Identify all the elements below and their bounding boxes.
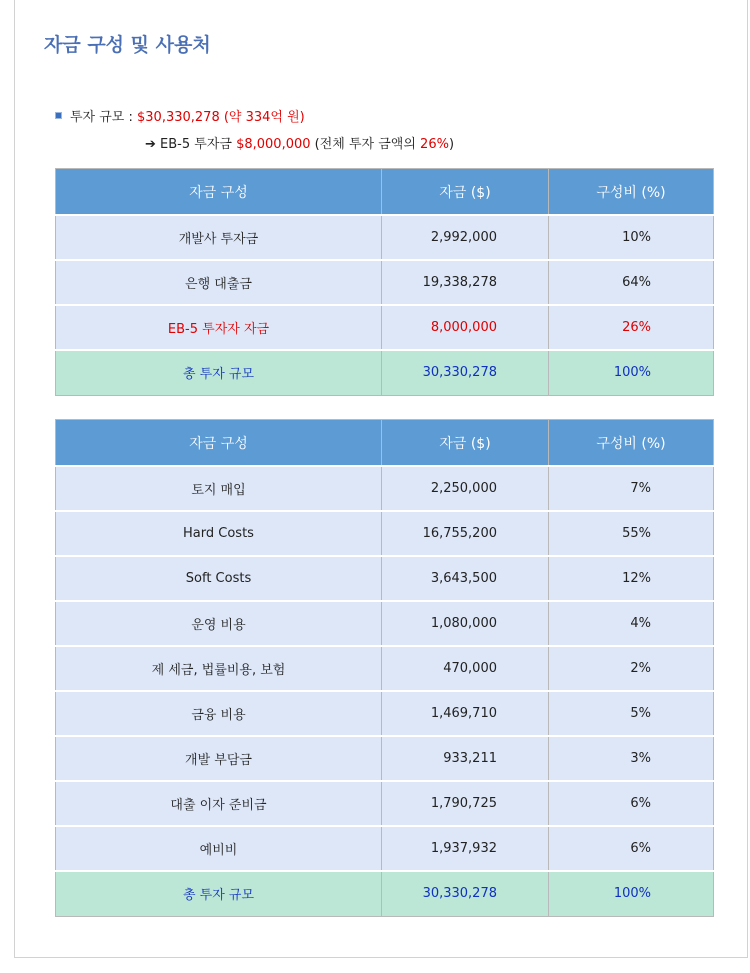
row-pct: 6% bbox=[549, 826, 714, 871]
row-pct: 3% bbox=[549, 736, 714, 781]
arrow-icon: ➔ bbox=[145, 137, 156, 152]
row-amount: 1,469,710 bbox=[382, 691, 549, 736]
table-row bbox=[56, 826, 714, 871]
row-name: EB-5 투자자 자금 bbox=[56, 305, 382, 350]
table-row bbox=[56, 511, 714, 556]
investment-summary bbox=[55, 106, 305, 125]
funding-uses-table bbox=[55, 419, 714, 917]
table-total-row bbox=[56, 350, 714, 395]
row-name: Hard Costs bbox=[56, 511, 382, 556]
row-pct: 64% bbox=[549, 260, 714, 305]
total-name: 총 투자 규모 bbox=[56, 871, 382, 916]
row-amount: 470,000 bbox=[382, 646, 549, 691]
ratio-value: 26% bbox=[420, 137, 449, 152]
row-name: 제 세금, 법률비용, 보험 bbox=[56, 646, 382, 691]
row-amount: 2,992,000 bbox=[382, 215, 549, 260]
row-pct: 4% bbox=[549, 601, 714, 646]
row-pct: 7% bbox=[549, 466, 714, 511]
header-ratio: 구성비 (%) bbox=[549, 169, 714, 216]
row-name: 대출 이자 준비금 bbox=[56, 781, 382, 826]
total-name: 총 투자 규모 bbox=[56, 350, 382, 395]
header-amount: 자금 ($) bbox=[382, 169, 549, 216]
table-total-row bbox=[56, 871, 714, 916]
row-amount: 16,755,200 bbox=[382, 511, 549, 556]
header-category: 자금 구성 bbox=[56, 169, 382, 216]
bullet-icon bbox=[55, 112, 62, 119]
total-amount: 30,330,278 bbox=[382, 871, 549, 916]
page-title: 자금 구성 및 사용처 bbox=[44, 34, 211, 56]
row-name: 개발 부담금 bbox=[56, 736, 382, 781]
row-name: 개발사 투자금 bbox=[56, 215, 382, 260]
row-name: 운영 비용 bbox=[56, 601, 382, 646]
header-category: 자금 구성 bbox=[56, 420, 382, 467]
total-pct: 100% bbox=[549, 871, 714, 916]
row-amount: 1,790,725 bbox=[382, 781, 549, 826]
header-ratio: 구성비 (%) bbox=[549, 420, 714, 467]
table-row bbox=[56, 601, 714, 646]
table-row bbox=[56, 466, 714, 511]
table-row-highlight bbox=[56, 305, 714, 350]
table-row bbox=[56, 215, 714, 260]
eb5-value: $8,000,000 bbox=[236, 137, 311, 152]
row-amount: 19,338,278 bbox=[382, 260, 549, 305]
row-pct: 6% bbox=[549, 781, 714, 826]
investment-value: $30,330,278 (약 334억 원) bbox=[137, 110, 305, 125]
table-row bbox=[56, 736, 714, 781]
row-pct: 2% bbox=[549, 646, 714, 691]
row-name: 은행 대출금 bbox=[56, 260, 382, 305]
table-row bbox=[56, 691, 714, 736]
row-pct: 10% bbox=[549, 215, 714, 260]
total-pct: 100% bbox=[549, 350, 714, 395]
table-header-row bbox=[56, 169, 714, 216]
row-amount: 3,643,500 bbox=[382, 556, 549, 601]
eb5-summary bbox=[145, 133, 454, 152]
row-pct: 55% bbox=[549, 511, 714, 556]
row-amount: 933,211 bbox=[382, 736, 549, 781]
investment-label: 투자 규모 : bbox=[70, 110, 138, 125]
funding-sources-table bbox=[55, 168, 714, 396]
row-amount: 8,000,000 bbox=[382, 305, 549, 350]
row-amount: 2,250,000 bbox=[382, 466, 549, 511]
eb5-label: EB-5 투자금 bbox=[160, 137, 237, 152]
row-pct: 5% bbox=[549, 691, 714, 736]
row-name: 금융 비용 bbox=[56, 691, 382, 736]
row-amount: 1,937,932 bbox=[382, 826, 549, 871]
header-amount: 자금 ($) bbox=[382, 420, 549, 467]
ratio-label: (전체 투자 금액의 bbox=[310, 137, 421, 152]
row-name: Soft Costs bbox=[56, 556, 382, 601]
row-amount: 1,080,000 bbox=[382, 601, 549, 646]
total-amount: 30,330,278 bbox=[382, 350, 549, 395]
row-name: 토지 매입 bbox=[56, 466, 382, 511]
table-row bbox=[56, 781, 714, 826]
ratio-suffix: ) bbox=[448, 137, 455, 152]
table-header-row bbox=[56, 420, 714, 467]
table-row bbox=[56, 646, 714, 691]
row-name: 예비비 bbox=[56, 826, 382, 871]
table-row bbox=[56, 556, 714, 601]
row-pct: 12% bbox=[549, 556, 714, 601]
table-row bbox=[56, 260, 714, 305]
row-pct: 26% bbox=[549, 305, 714, 350]
